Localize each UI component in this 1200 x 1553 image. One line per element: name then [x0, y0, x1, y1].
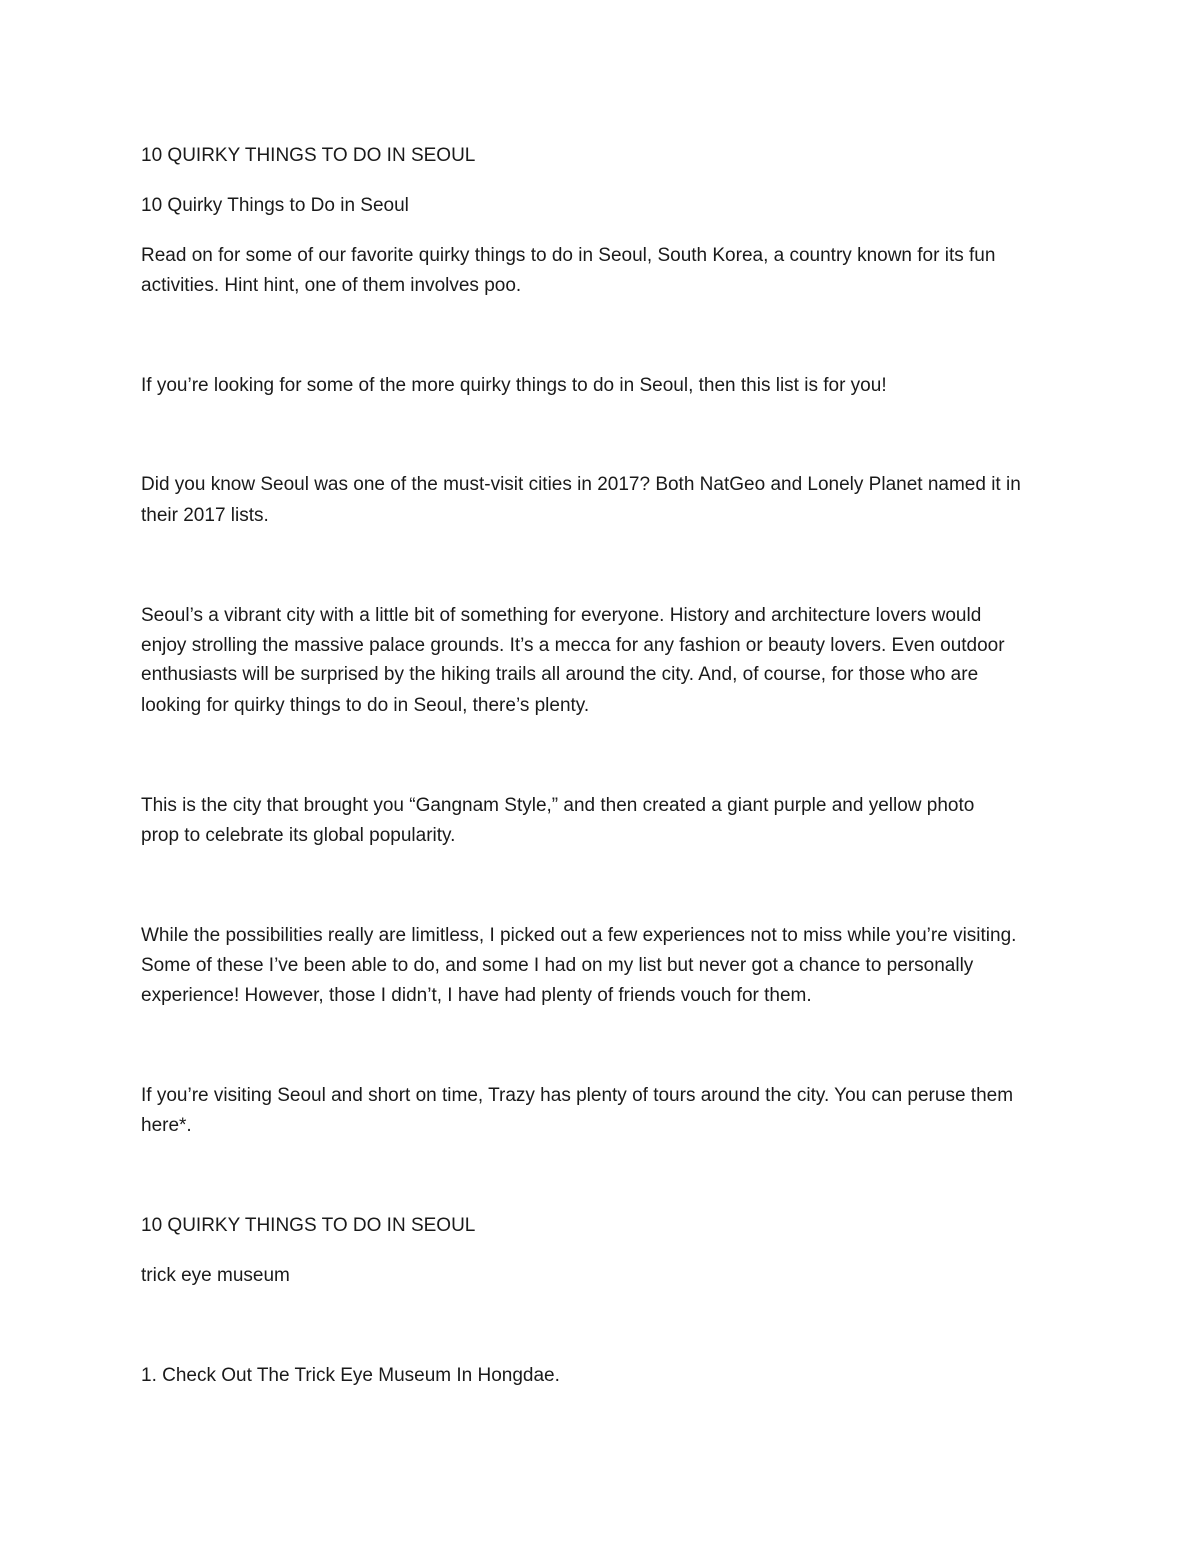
possibilities-line-2: Some of these I’ve been able to do, and some I had on my list but never got a chance to personally	[141, 955, 974, 976]
list-item-1: 1. Check Out The Trick Eye Museum In Hongdae.	[141, 1365, 560, 1386]
intro-line-2: activities. Hint hint, one of them involves poo.	[141, 275, 522, 296]
vibrant-line-4: looking for quirky things to do in Seoul, there’s plenty.	[141, 695, 590, 716]
trazy-line-1: If you’re visiting Seoul and short on time, Trazy has plenty of tours around the city. You can peruse them	[141, 1085, 1014, 1106]
vibrant-line-3: enthusiasts will be surprised by the hiking trails all around the city. And, of course, for those who are	[141, 664, 979, 685]
vibrant-line-1: Seoul’s a vibrant city with a little bit of something for everyone. History and architecture lovers would	[141, 605, 982, 626]
possibilities-line-3: experience! However, those I didn’t, I have had plenty of friends vouch for them.	[141, 985, 812, 1006]
natgeo-line-1: Did you know Seoul was one of the must-visit cities in 2017? Both NatGeo and Lonely Planet named it in	[141, 474, 1021, 495]
page-title: 10 Quirky Things to Do in Seoul	[141, 195, 409, 216]
natgeo-line-2: their 2017 lists.	[141, 505, 269, 526]
possibilities-line-1: While the possibilities really are limitless, I picked out a few experiences not to miss while you’re visiting.	[141, 925, 1017, 946]
image-caption: trick eye museum	[141, 1265, 290, 1286]
intro-line-1: Read on for some of our favorite quirky things to do in Seoul, South Korea, a country known for its fun	[141, 245, 996, 266]
gangnam-line-1: This is the city that brought you “Gangnam Style,” and then created a giant purple and yellow photo	[141, 795, 975, 816]
trazy-line-2: here*.	[141, 1115, 192, 1136]
gangnam-line-2: prop to celebrate its global popularity.	[141, 825, 456, 846]
heading-top: 10 QUIRKY THINGS TO DO IN SEOUL	[141, 145, 476, 166]
list-intro-paragraph: If you’re looking for some of the more quirky things to do in Seoul, then this list is for you!	[141, 375, 887, 396]
vibrant-line-2: enjoy strolling the massive palace grounds. It’s a mecca for any fashion or beauty lovers. Even outdoor	[141, 635, 1005, 656]
heading-section: 10 QUIRKY THINGS TO DO IN SEOUL	[141, 1215, 476, 1236]
